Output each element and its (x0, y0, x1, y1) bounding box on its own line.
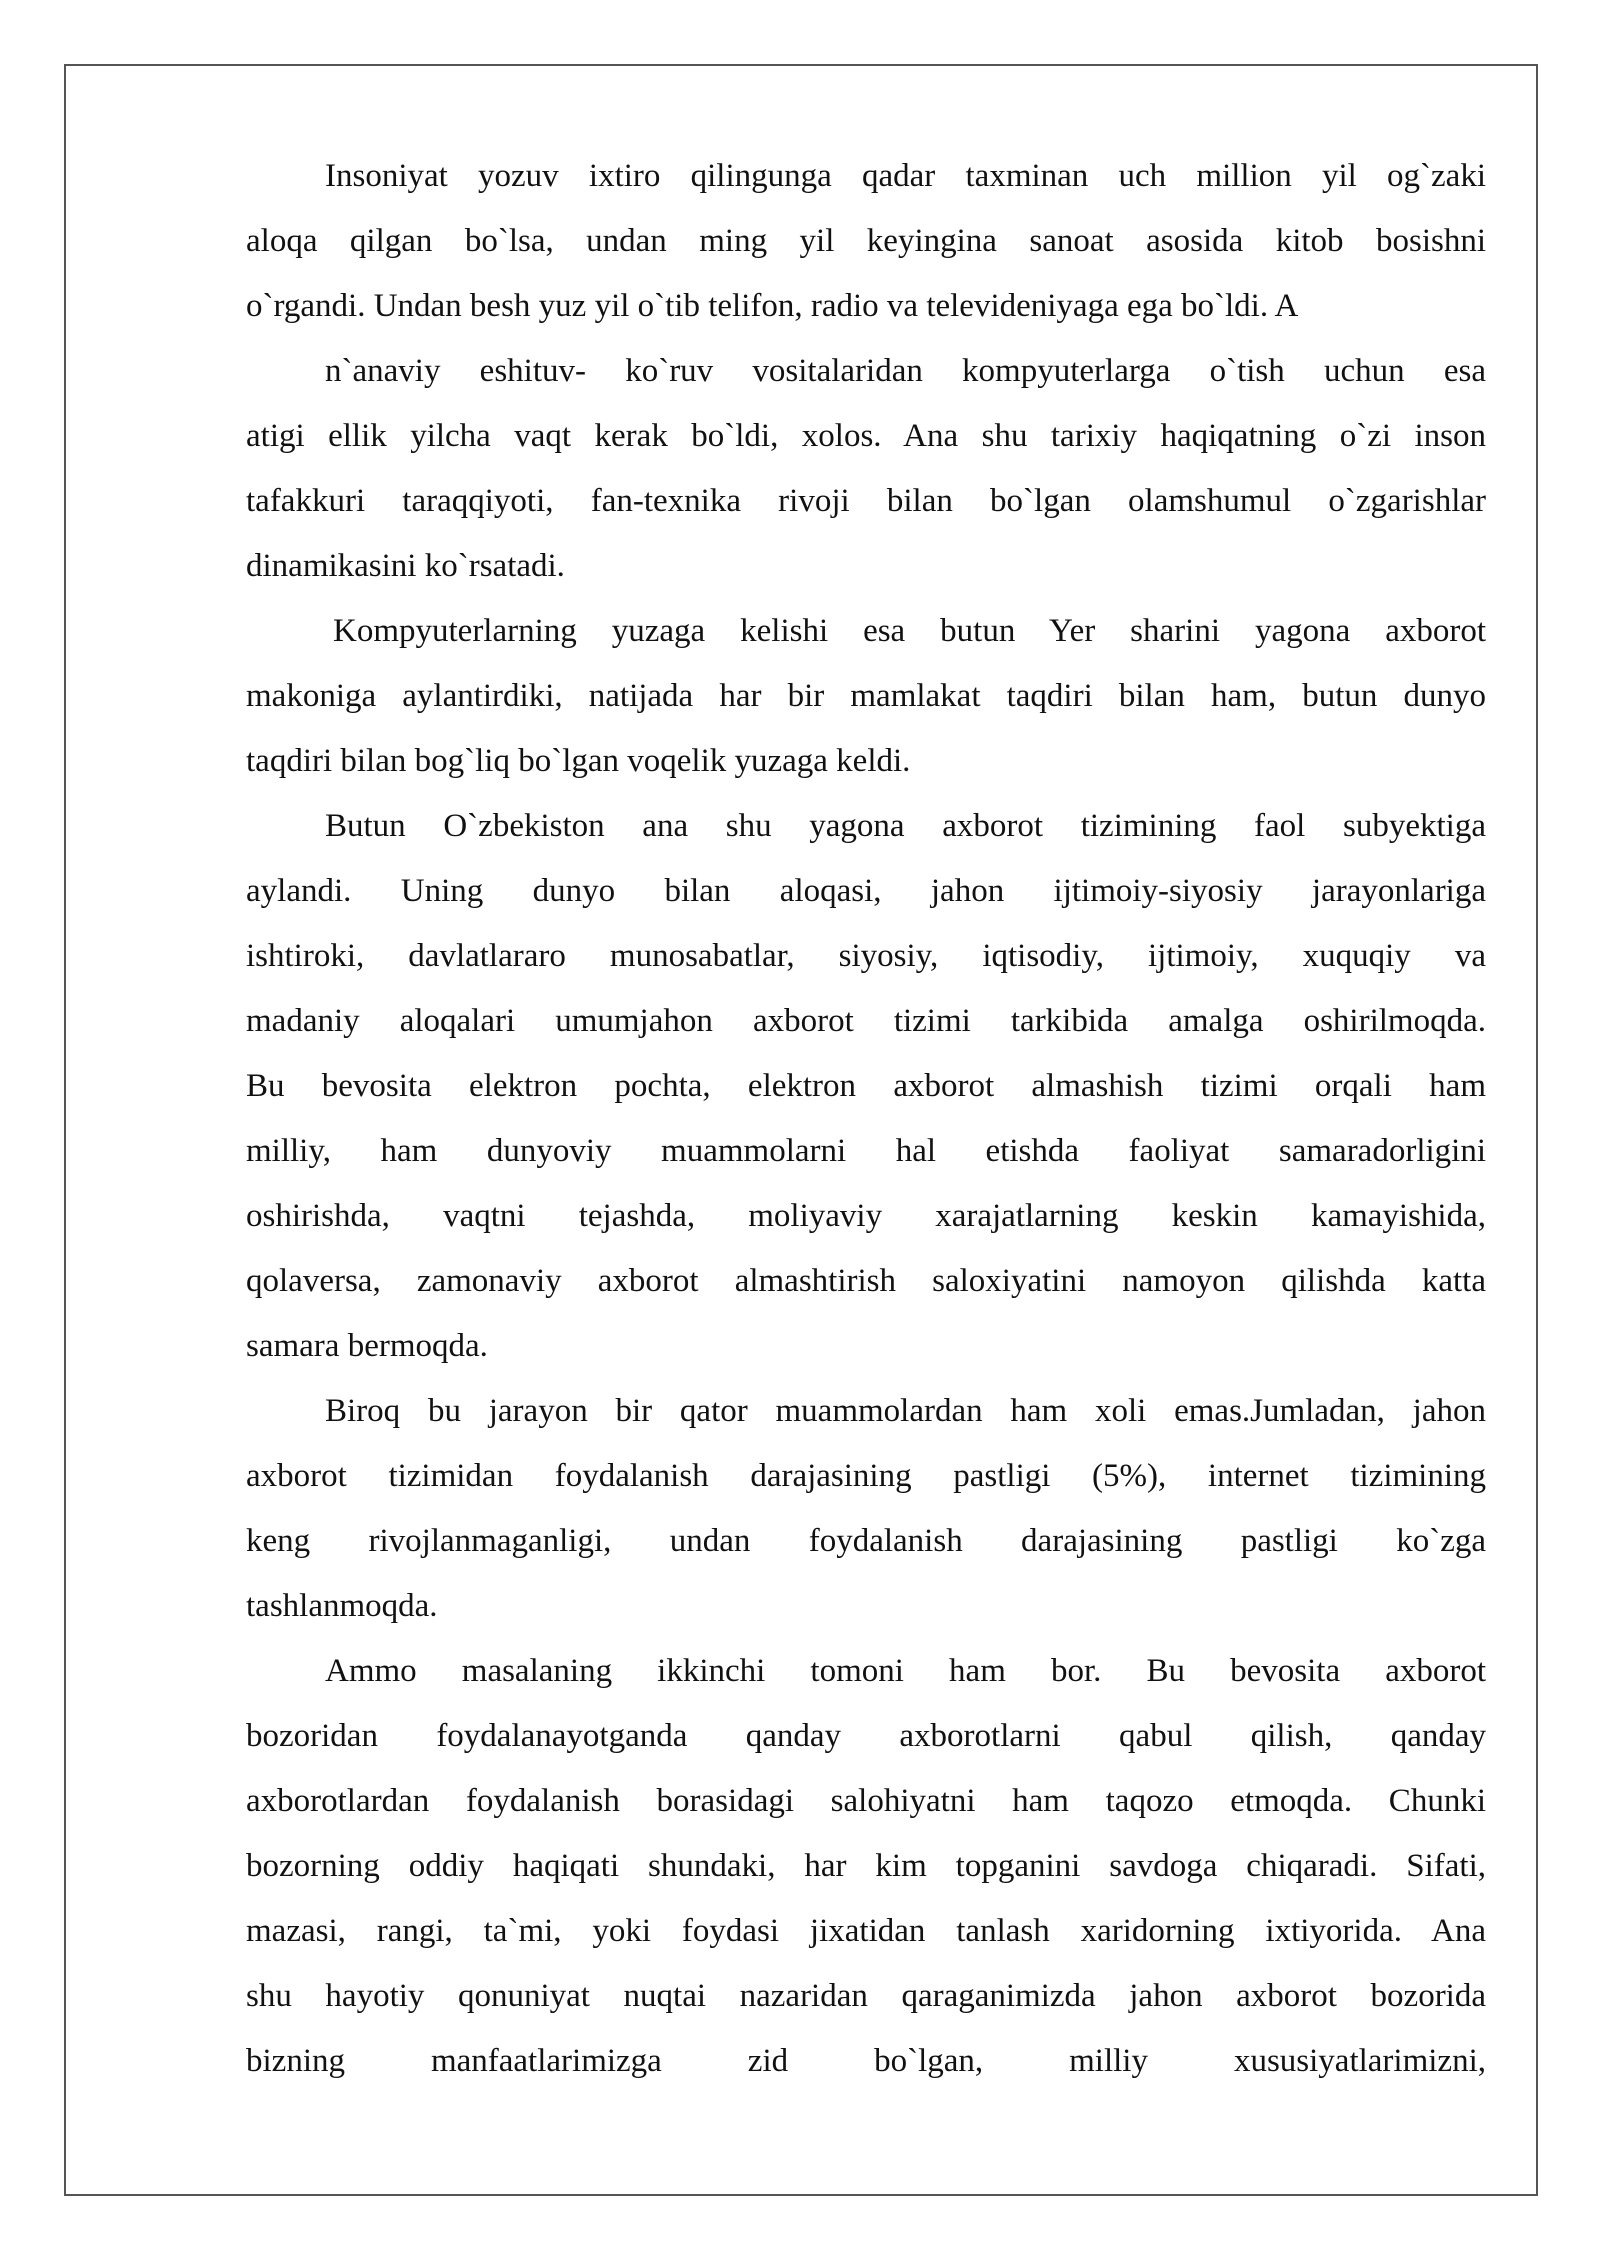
text-line: Bu bevosita elektron pochta, elektron axborot almashish tizimi orqali ham (246, 1068, 1486, 1104)
text-line: keng rivojlanmaganligi, undan foydalanish darajasining pastligi ko`zga (246, 1523, 1486, 1559)
text-line: tashlanmoqda. (246, 1588, 438, 1624)
text-line: Insoniyat yozuv ixtiro qilingunga qadar taxminan uch million yil og`zaki (325, 158, 1486, 194)
text-line: tafakkuri taraqqiyoti, fan-texnika rivoji bilan bo`lgan olamshumul o`zgarishlar (246, 483, 1486, 519)
text-line: aloqa qilgan bo`lsa, undan ming yil keyingina sanoat asosida kitob bosishni (246, 223, 1486, 259)
text-line: aylandi. Uning dunyo bilan aloqasi, jahon ijtimoiy-siyosiy jarayonlariga (246, 873, 1486, 909)
text-line: oshirishda, vaqtni tejashda, moliyaviy xarajatlarning keskin kamayishida, (246, 1198, 1486, 1234)
text-line: shu hayotiy qonuniyat nuqtai nazaridan qaraganimizda jahon axborot bozorida (246, 1978, 1486, 2014)
document-body (246, 153, 1486, 2103)
text-line: mazasi, rangi, ta`mi, yoki foydasi jixatidan tanlash xaridorning ixtiyorida. Ana (246, 1913, 1486, 1949)
text-line: dinamikasini ko`rsatadi. (246, 548, 565, 584)
text-line: Butun O`zbekiston ana shu yagona axborot tizimining faol subyektiga (325, 808, 1486, 844)
text-line: Ammo masalaning ikkinchi tomoni ham bor. Bu bevosita axborot (325, 1653, 1486, 1689)
text-line: makoniga aylantirdiki, natijada har bir mamlakat taqdiri bilan ham, butun dunyo (246, 678, 1486, 714)
text-line: qolaversa, zamonaviy axborot almashtirish saloxiyatini namoyon qilishda katta (246, 1263, 1486, 1299)
text-line: Kompyuterlarning yuzaga kelishi esa butun Yer sharini yagona axborot (333, 613, 1486, 649)
text-line: bozorning oddiy haqiqati shundaki, har kim topganini savdoga chiqaradi. Sifati, (246, 1848, 1486, 1884)
text-line: madaniy aloqalari umumjahon axborot tizimi tarkibida amalga oshirilmoqda. (246, 1003, 1486, 1039)
text-line: n`anaviy eshituv- ko`ruv vositalaridan kompyuterlarga o`tish uchun esa (325, 353, 1486, 389)
text-line: samara bermoqda. (246, 1328, 488, 1364)
text-line: bizning manfaatlarimizga zid bo`lgan, milliy xususiyatlarimizni, (246, 2043, 1486, 2079)
text-line: atigi ellik yilcha vaqt kerak bo`ldi, xolos. Ana shu tarixiy haqiqatning o`zi inson (246, 418, 1486, 454)
text-line: Biroq bu jarayon bir qator muammolardan ham xoli emas.Jumladan, jahon (325, 1393, 1486, 1429)
text-line: ishtiroki, davlatlararo munosabatlar, siyosiy, iqtisodiy, ijtimoiy, xuquqiy va (246, 938, 1486, 974)
text-line: milliy, ham dunyoviy muammolarni hal etishda faoliyat samaradorligini (246, 1133, 1486, 1169)
text-line: bozoridan foydalanayotganda qanday axborotlarni qabul qilish, qanday (246, 1718, 1486, 1754)
text-line: axborot tizimidan foydalanish darajasining pastligi (5%), internet tizimining (246, 1458, 1486, 1494)
text-line: taqdiri bilan bog`liq bo`lgan voqelik yuzaga keldi. (246, 743, 911, 779)
text-line: axborotlardan foydalanish borasidagi salohiyatni ham taqozo etmoqda. Chunki (246, 1783, 1486, 1819)
text-line: o`rgandi. Undan besh yuz yil o`tib telifon, radio va televideniyaga ega bo`ldi. A (246, 288, 1299, 324)
